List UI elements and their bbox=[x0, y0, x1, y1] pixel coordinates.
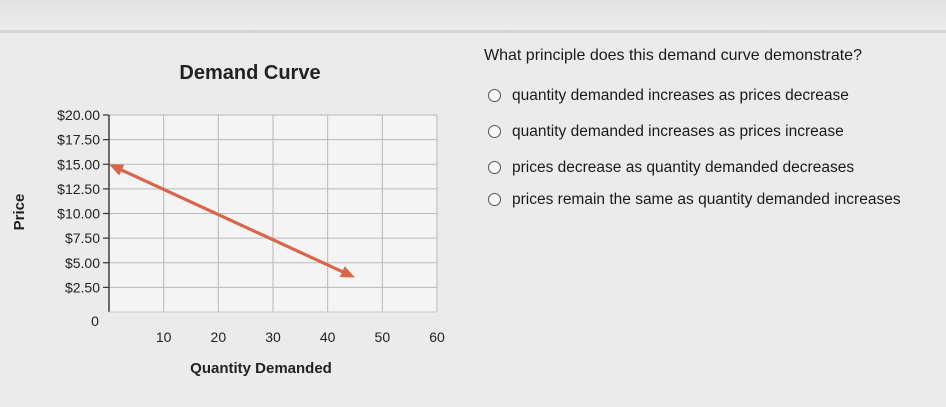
radio-button-2[interactable] bbox=[488, 125, 501, 138]
chart-grid bbox=[109, 115, 437, 312]
y-tick-label: $12.50 bbox=[57, 180, 100, 197]
demand-curve-chart bbox=[0, 40, 470, 385]
y-tick-label: $17.50 bbox=[57, 131, 100, 148]
top-band bbox=[0, 0, 946, 30]
y-tick-label: $7.50 bbox=[64, 230, 100, 247]
x-tick-label: 20 bbox=[210, 329, 227, 345]
y-tick-label: $5.00 bbox=[64, 254, 100, 271]
answer-option-1-label: quantity demanded increases as prices decrease bbox=[512, 87, 849, 104]
answer-option-3-label: prices decrease as quantity demanded decreases bbox=[512, 159, 855, 176]
x-tick-label: 10 bbox=[155, 329, 172, 345]
y-tick-label: $15.00 bbox=[57, 156, 100, 173]
answer-option-4-label: prices remain the same as quantity demanded increases bbox=[512, 191, 901, 208]
chart-title: Demand Curve bbox=[179, 62, 321, 84]
y-tick-label: $10.00 bbox=[57, 205, 100, 222]
answer-option-3[interactable] bbox=[488, 158, 928, 178]
y-tick-label: $2.50 bbox=[64, 279, 100, 296]
answer-option-1[interactable] bbox=[488, 86, 928, 106]
radio-button-3[interactable] bbox=[488, 161, 501, 174]
x-tick-label: 50 bbox=[374, 329, 391, 345]
answer-option-4[interactable] bbox=[488, 190, 928, 210]
x-tick-labels bbox=[91, 313, 445, 345]
question-text: What principle does this demand curve demonstrate? bbox=[484, 47, 862, 64]
y-axis-title: Price bbox=[11, 193, 28, 231]
y-tick-label: $20.00 bbox=[57, 107, 100, 123]
top-divider bbox=[0, 30, 946, 33]
answer-option-2-label: quantity demanded increases as prices increase bbox=[512, 123, 844, 140]
x-tick-label: 60 bbox=[429, 329, 445, 345]
x-tick-label: 40 bbox=[319, 329, 336, 345]
x-tick-label: 0 bbox=[91, 313, 99, 329]
answer-option-2[interactable] bbox=[488, 122, 928, 142]
x-axis-title: Quantity Demanded bbox=[190, 360, 332, 377]
y-tick-labels bbox=[57, 107, 100, 295]
radio-button-4[interactable] bbox=[488, 193, 501, 206]
x-tick-label: 30 bbox=[265, 329, 281, 345]
radio-button-1[interactable] bbox=[488, 89, 501, 102]
